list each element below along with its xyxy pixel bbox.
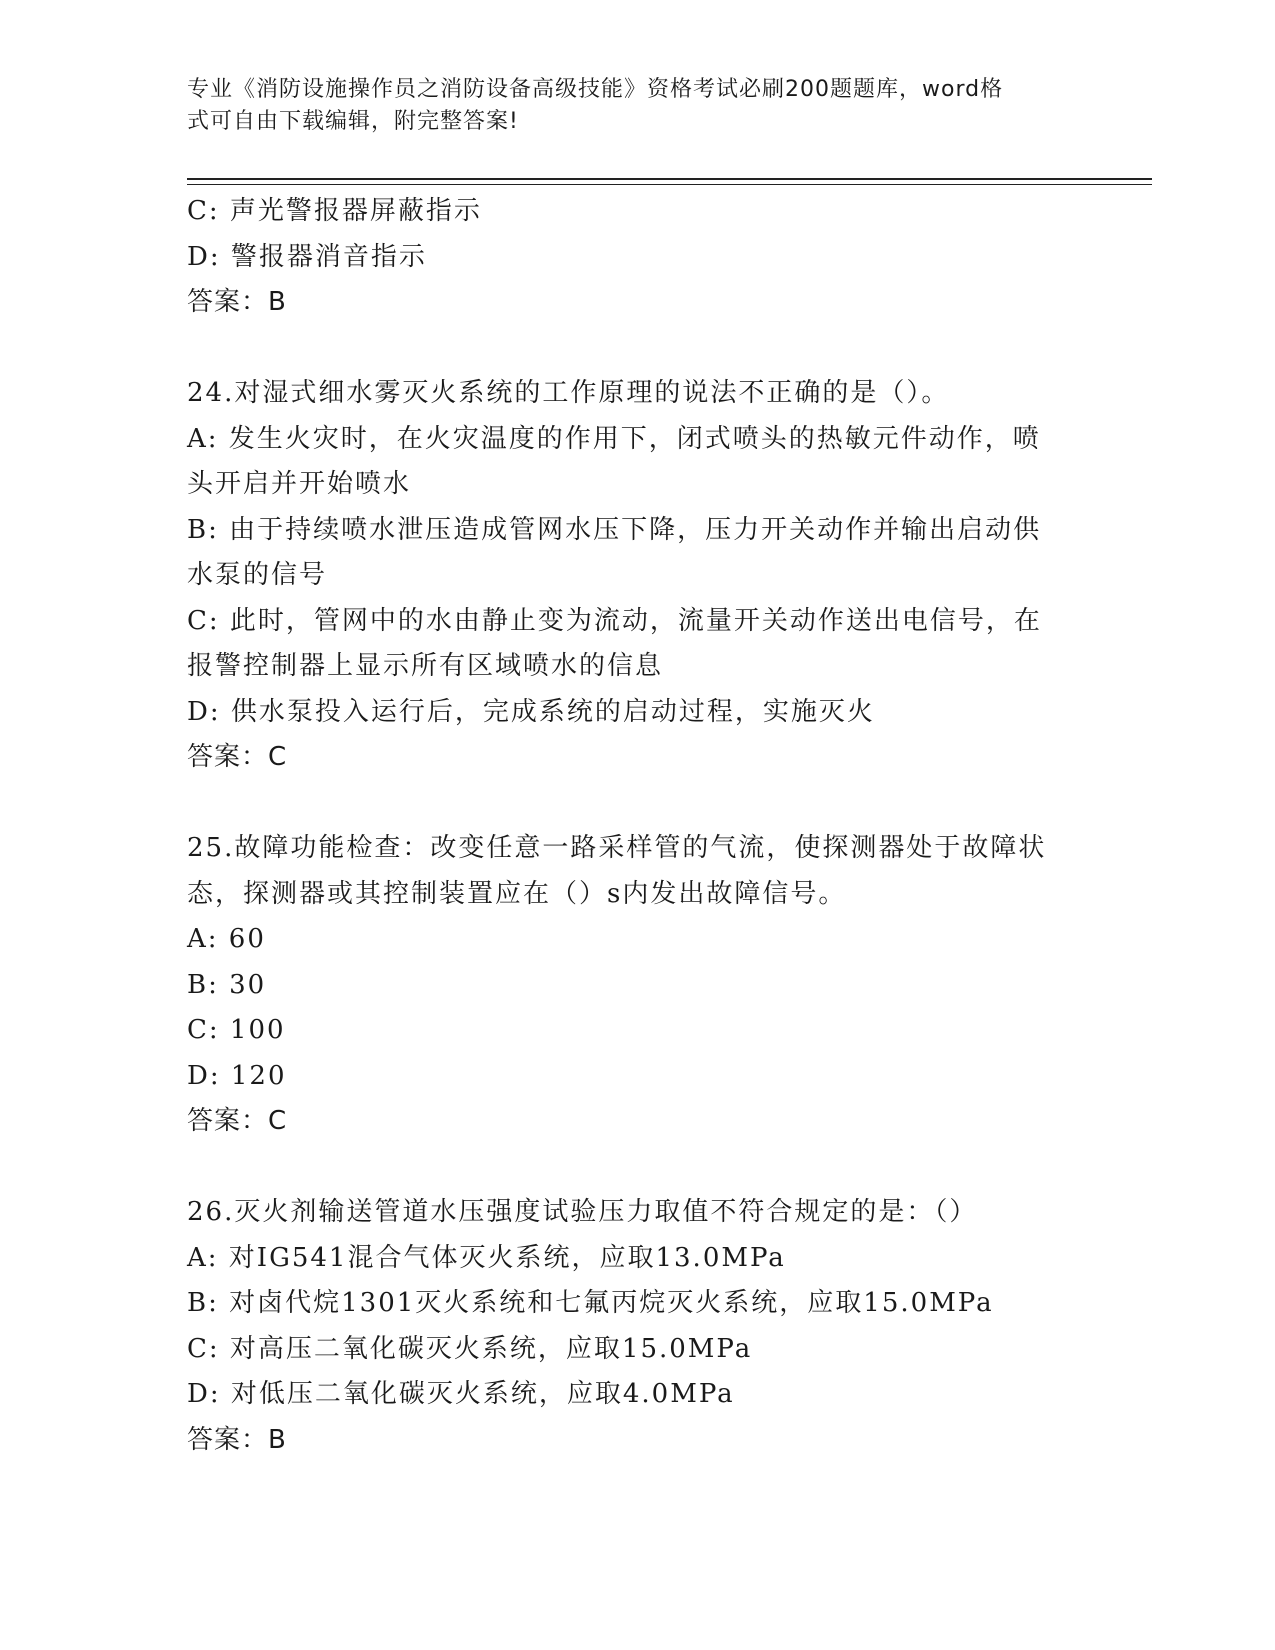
option-line: D: 对低压二氧化碳灭火系统，应取4.0MPa (187, 1379, 735, 1409)
header-divider-thin (187, 184, 1152, 185)
spacer (187, 326, 1087, 372)
question-stem: 26.灭火剂输送管道水压强度试验压力取值不符合规定的是：（） (187, 1197, 978, 1227)
question-stem: 态，探测器或其控制装置应在（）s内发出故障信号。 (187, 878, 847, 909)
spacer (187, 1145, 1087, 1191)
answer-line: 答案：B (187, 1424, 287, 1455)
option-line: 水泵的信号 (187, 560, 328, 590)
option-line: C: 声光警报器屏蔽指示 (187, 196, 482, 226)
header-divider-thick (187, 178, 1152, 180)
option-line: B: 由于持续喷水泄压造成管网水压下降，压力开关动作并输出启动供 (187, 514, 1042, 545)
question-25 (187, 826, 1087, 1145)
option-line: 报警控制器上显示所有区域喷水的信息 (187, 651, 664, 681)
option-line: C: 此时，管网中的水由静止变为流动，流量开关动作送出电信号，在 (187, 605, 1042, 636)
option-line: C: 对高压二氧化碳灭火系统，应取15.0MPa (187, 1333, 753, 1364)
option-line: C: 100 (187, 1015, 286, 1045)
option-line: B: 对卤代烷1301灭火系统和七氟丙烷灭火系统，应取15.0MPa (187, 1288, 994, 1318)
option-line: A: 对IG541混合气体灭火系统，应取13.0MPa (187, 1242, 786, 1273)
previous-question-tail (187, 189, 1087, 326)
option-line: 头开启并开始喷水 (187, 469, 412, 499)
spacer (187, 781, 1087, 827)
option-line: B: 30 (187, 969, 267, 1000)
question-content (187, 189, 1087, 1463)
option-line: D: 警报器消音指示 (187, 241, 427, 272)
answer-line: 答案：B (187, 287, 287, 317)
option-line: A: 60 (187, 924, 266, 954)
question-stem: 24.对湿式细水雾灭火系统的工作原理的说法不正确的是（）。 (187, 378, 950, 408)
option-line: D: 120 (187, 1060, 287, 1091)
header-line-1: 专业《消防设施操作员之消防设备高级技能》资格考试必刷200题题库，word格 (187, 77, 1004, 102)
answer-line: 答案：C (187, 742, 288, 772)
option-line: A: 发生火灾时，在火灾温度的作用下，闭式喷头的热敏元件动作，喷 (187, 423, 1041, 454)
question-stem: 25.故障功能检查：改变任意一路采样管的气流，使探测器处于故障状 (187, 833, 1047, 863)
question-26 (187, 1190, 1087, 1463)
question-24 (187, 371, 1087, 781)
option-line: D: 供水泵投入运行后，完成系统的启动过程，实施灭火 (187, 696, 875, 727)
document-header (187, 74, 1087, 138)
header-line-2: 式可自由下载编辑，附完整答案! (187, 109, 519, 134)
answer-line: 答案：C (187, 1106, 288, 1136)
